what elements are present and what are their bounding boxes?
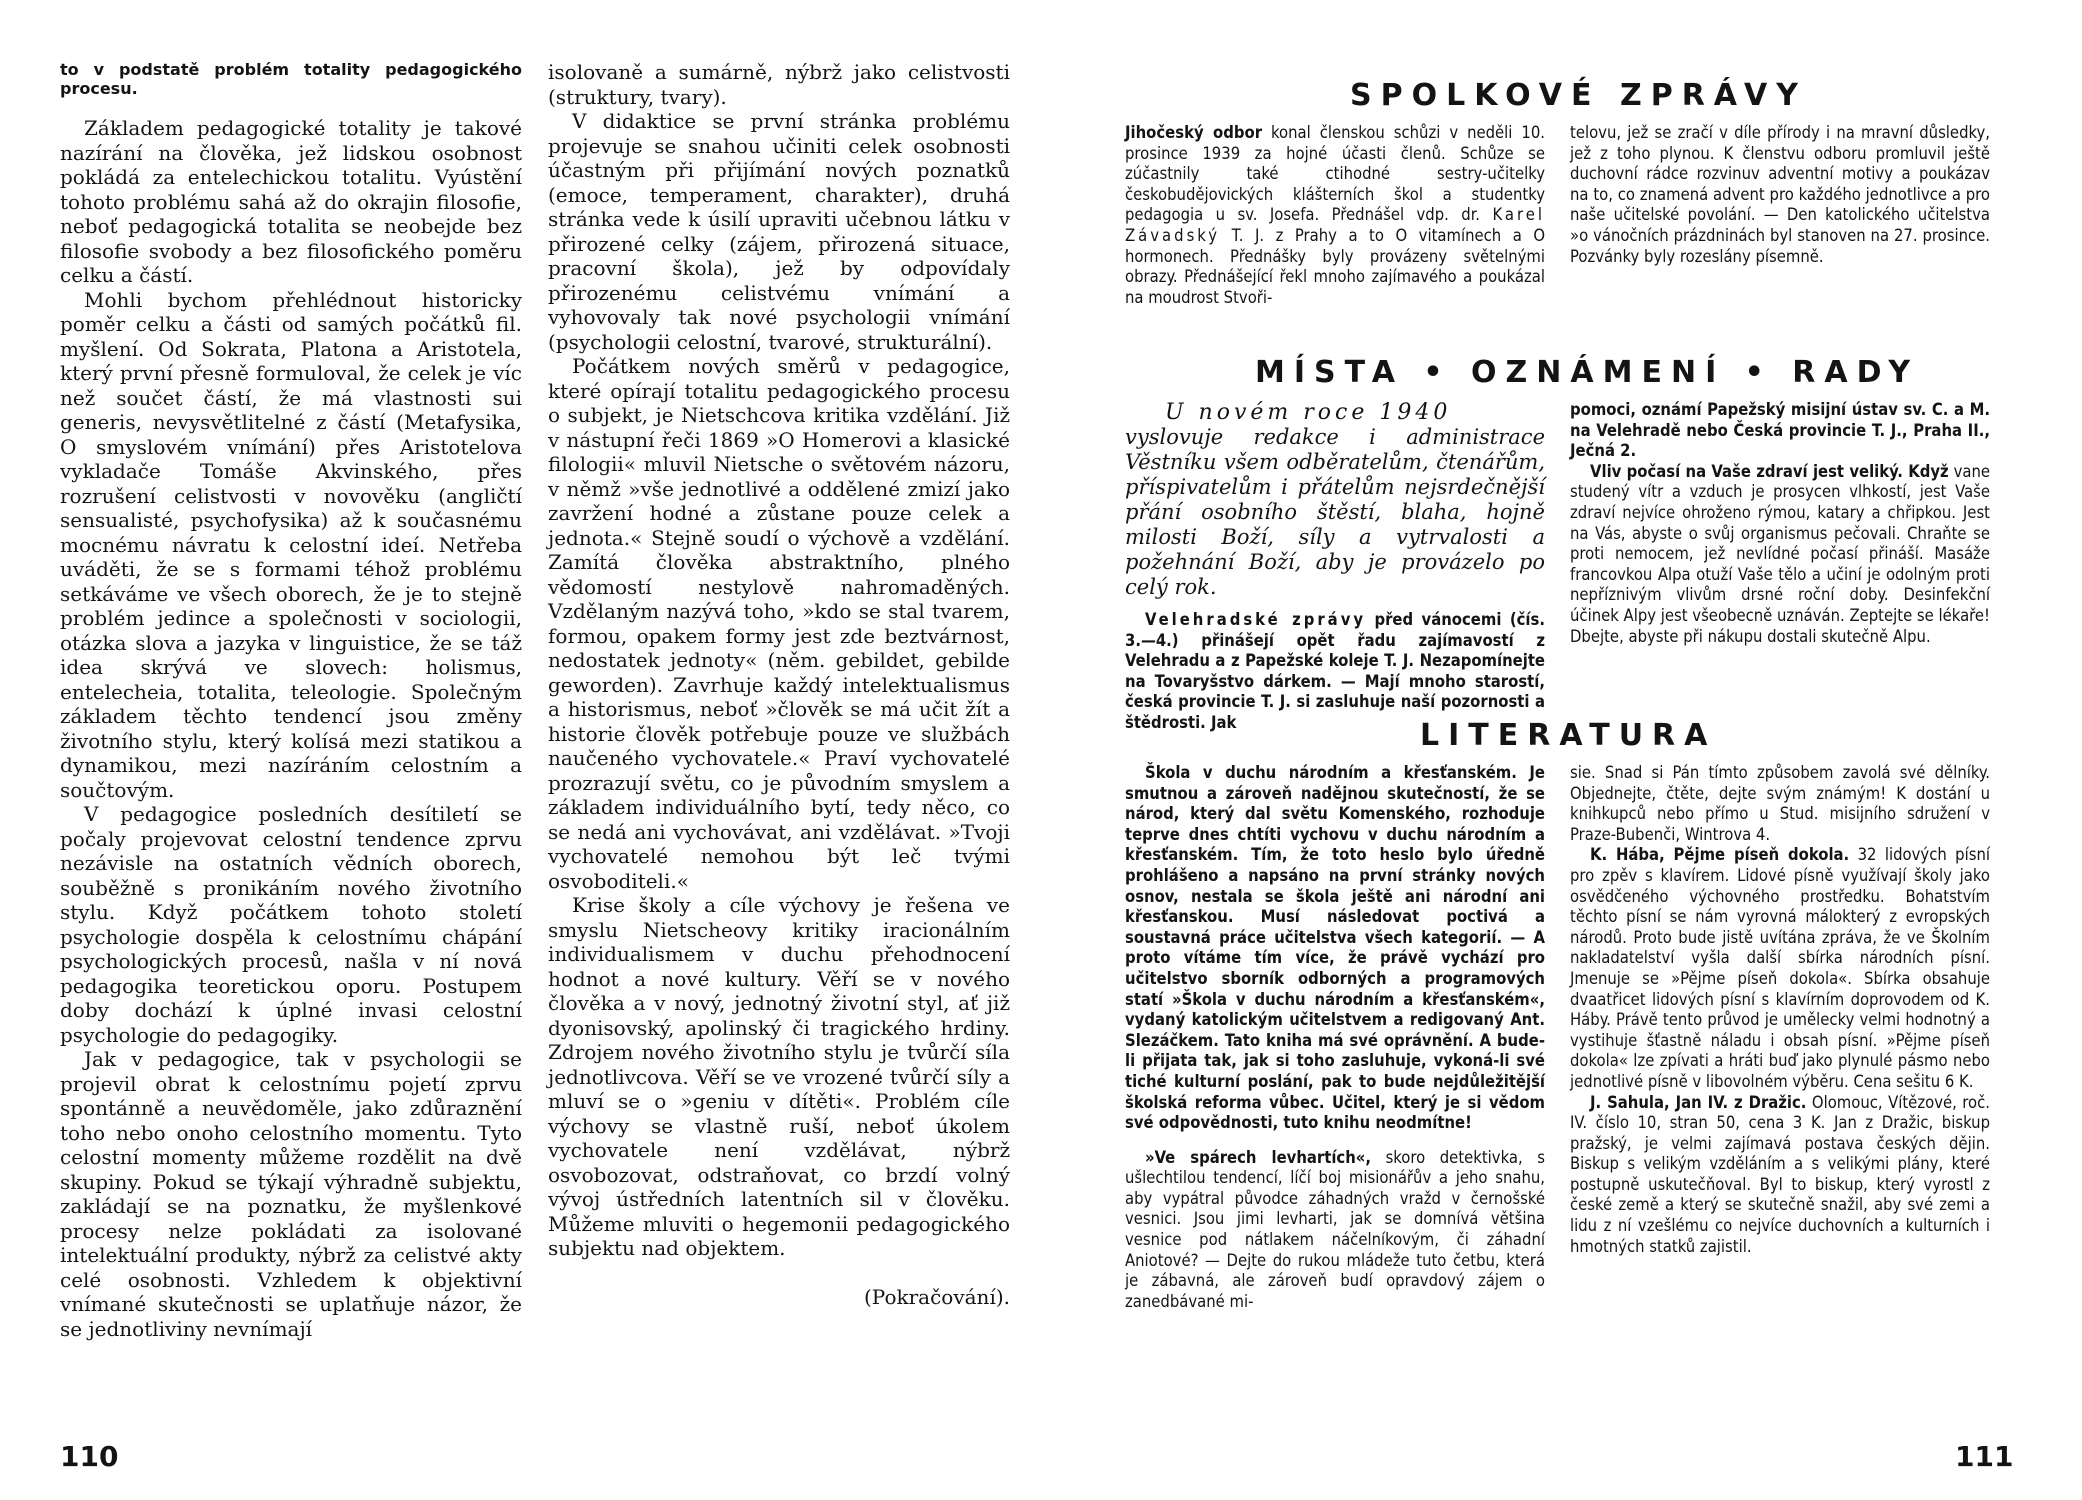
paragraph: Mohli bychom přehlédnout historicky poměr celku a části od samých počátků fil. myšlení. Od Sokrata, Platona a Aristotela, který první přesně formuloval, že celek je víc než součet částí, že má vlastnosti sui generis, nevysvětlitelné z částí (Metafysika, O smyslovém vnímání) přes Aristotelova vykladače Tomáše Akvinského, přes rozrušení celistvosti v novověku (angličtí sensualisté, psychofysika) až k současnému mocnému návratu k celostní ideí. Netřeba uváděti, že se s formami téhož problému setkáváme ve všech oborech, že je to stejně problém jedince a společnosti v sociologii, otázka slova a jazyka v linguistice, že se táž idea skrývá ve slovech: holismus, entelecheia, totalita, teleologie. Společným základem těchto tendencí jsou změny životního stylu, který kolísá mezi statikou a dynamikou, mezi nazíráním celostním a součtovým.: [60, 287, 522, 802]
paragraph: Krise školy a cíle výchovy je řešena ve smyslu Nietscheovy kritiky iracionálním individualismem v duchu přehodnocení hodnot a nové kultury. Věří se v nového člověka a v nový, jednotný životní styl, ať již dyonisovský, apolinský či tragického hrdiny. Zdrojem nového životního stylu je tvůrčí síla jednotlivcova. Věří se ve vrozené tvůrčí síly a mluví se o »geniu v dítěti«. Problém cíle výchovy se vlastně ruší, neboť úkolem vychovatele není vzdělávat, nýbrž osvobozovat, odstraňovat, co brzdí volný vývoj ústředních latentních sil v člověku. Můžeme mluviti o hegemonii pedagogického subjektu nad objektem.: [548, 893, 1010, 1260]
lead-bold: Vliv počasí na Vaše zdraví jest veliký. Když: [1590, 461, 1949, 481]
spolkove-left: [1125, 123, 1545, 308]
text: Olomouc, Vítězové, roč. IV. číslo 10, stran 50, cena 3 K. Jan z Dražic, biskup pražský, je velmi zajímavá postava českých dějin. Biskup s velikým vzděláním a s velikými plány, které postupně uskutečňoval. Byl to biskup, který vyrostl z české země a který se skutečně snažil, aby své zemi a lidu z ní vzešlému co nejvíce duchovních a kulturních i hmotných statků zajistil.: [1570, 1092, 1990, 1256]
greeting-text: vyslovuje redakce i administrace Věstníku všem odběratelům, čtenářům, příspivatelům i přátelům nejsrdečnější přání osobního štěstí, blaha, hojně milosti Boží, síly a vytrvalosti a požehnání Boží, aby je provázelo po celý rok.: [1125, 425, 1545, 599]
left-column-1: [60, 60, 522, 1341]
paragraph: V didaktice se první stránka problému projevuje se snahou učiniti celek osobnosti účastným při přijímání nových poznatků (emoce, temperament, charakter), druhá stránka vede k úsilí upraviti učebnou látku v přirozené celky (zájem, přirozená situace, pracovní škola), jež by odpovídaly přirozenému celistvému vnímání a vyhovovaly tak nové psychologii vnímání (psychologii celostní, tvarové, strukturální).: [548, 109, 1010, 354]
paragraph: V pedagogice posledních desítiletí se počaly projevovat celostní tendence zprvu nezávisle na ostatních vědních oborech, souběžně s pronikáním nového životního stylu. Když počátkem tohoto století psychologie dospěla k celostnímu chápání psychologických procesů, našla v ní nová pedagogika teoretickou oporu. Postupem doby dochází k úplné invasi celostní psychologie do pedagogiky.: [60, 802, 522, 1047]
continuation-note: (Pokračování).: [864, 1284, 1010, 1309]
text: 32 lidových písní pro zpěv s klavírem. Lidové písně využívají školy jako osvědčeného výchovného prostředku. Bohatstvím těchto písní se nám vyrovná málokterý z evropských národů. Proto bude jistě uvítána zpráva, že ve Školním nakladatelství vyšla další sbírka národních písní. Jmenuje se »Pějme píseň dokola«. Sbírka obsahuje dvaatřicet lidových písní s klavírním doprovodem od K. Háby. Právě tento průvod je umělecky velmi hodnotný a vystihuje šťastně náladu i obsah písní. »Pějme píseň dokola« lze zpívati a hráti buď jako plynulé pásmo nebo jednotlivé písně v libovolném výběru. Cena sešitu 6 K.: [1570, 845, 1990, 1091]
paragraph: Základem pedagogické totality je takové nazírání na člověka, jež lidskou osobnost pokládá za entelechickou totalitu. Vyústění tohoto problému sahá až do okrajin filosofie, neboť pedagogická totalita se neobejde bez filosofie svobody a bez filosofického poměru celku a částí.: [60, 116, 522, 287]
text: sie. Snad si Pán tímto způsobem zavolá své dělníky. Objednejte, čtěte, dejte svým známým! K dostání u knihkupců nebo přímo u Stud. misijního sdružení v Praze-Bubenči, Wintrova 4.: [1570, 763, 1990, 844]
page-number-left: 110: [60, 1440, 119, 1473]
name-spaced: Karel Závadský: [1125, 205, 1546, 245]
lead-bold: Jihočeský odbor: [1125, 123, 1263, 142]
text: před vánocemi (čís. 3.—4.) přinášejí opět řadu zajímavostí z Velehradu a z Papežské koleje T. J. Nezapomínejte na Tovaryšstvo dárkem. — Mají mnoho starostí, česká provincie T. J. si zasluhuje naší pozornosti a štědrosti. Jak: [1125, 610, 1545, 732]
text-bold: Škola v duchu národním a křesťanském. Je smutnou a zároveň nadějnou skutečností, že se národ, který dal světu Komenského, rozhoduje teprve dnes chtíti vychovu v duchu národním a křesťanském. Tím, že toto heslo bylo úředně prohlášeno a napsáno na první stránky nových osnov, nestala se škola ještě ani národní ani křesťanskou. Musí následovat poctivá a soustavná práce učitelstva všech kategorií. — A proto vítáme tím více, že právě vychází pro učitelstvo sborník odborných a programových statí »Škola v duchu národním a křesťanském«, vydaný katolickým učitelstvem a redigovaný Ant. Slezáčkem. Tato kniha má své oprávnění. A bude-li přijata tak, jak si toho zasluhuje, vykoná-li své tiché kulturní poslání, pak to bude nejdůležitější školská reforma vůbec. Učitel, který je si vědom své odpovědnosti, tuto knihu neodmítne!: [1125, 763, 1545, 1133]
lead-bold: K. Hába, Pějme píseň dokola.: [1590, 845, 1850, 865]
text: skoro detektivka, s ušlechtilou tendencí, líčí boj misionářův a jeho snahu, aby vypátral původce záhadných vražd v černošské vesnici. Jsou jimi levharti, jak se domnívá většina vesnice pod nátlakem náčelníkovým, či záhadní Aniotové? — Dejte do rukou mládeže tuto četbu, která je zábavná, ale zároveň budí opravdový zájem o zanedbávané mi-: [1125, 1147, 1545, 1311]
paragraph: Jak v pedagogice, tak v psychologii se projevil obrat k celostnímu pojetí zprvu spontánně a neuvědoměle, jako zdůraznění toho nebo onoho celostního momentu. Tyto celostní momenty můžeme rozdělit na dvě skupiny. Pokud se týkají výhradně subjektu, zakládají se na poznatku, že myšlenkové procesy nelze pokládati za isolované intelektuální produkty, nýbrž za celistvé akty celé osobnosti. Vzhledem k objektivní vnímané skutečnosti se uplatňuje názor, že se jednotliviny nevnímají: [60, 1047, 522, 1341]
heading-spolkove-zpravy: SPOLKOVÉ ZPRÁVY: [1350, 78, 1807, 113]
heading-mista-oznameni-rady: MÍSTA • OZNÁMENÍ • RADY: [1255, 355, 1920, 390]
heading-literatura: LITERATURA: [1420, 718, 1717, 753]
greeting-lead: U novém roce 1940: [1165, 400, 1452, 425]
text: vane studený vítr a vzduch je prosycen vlhkostí, jest Vaše zdraví nejvíce ohroženo rýmou, katary a chřipkou. Jest na Vás, abyste o svůj organismus pečovali. Chraňte se proti nemocem, jež nevlídné počasí přináší. Masáže francovkou Alpa otuží Vaše tělo a učiní je odolným proti nepříznivým vlivům drsné roční doby. Desinfekční účinek Alpy jest všeobecně uznáván. Zeptejte se lékaře! Dbejte, abyste při nákupu dostali skutečně Alpu.: [1570, 461, 1990, 646]
spolkove-right: [1570, 123, 1990, 267]
lead-bold: »Ve spárech levhartích«,: [1145, 1147, 1372, 1167]
mista-left: [1125, 400, 1545, 734]
mista-right: [1570, 400, 1990, 647]
lead-bold: J. Sahula, Jan IV. z Dražic.: [1590, 1092, 1807, 1112]
paragraph: Počátkem nových směrů v pedagogice, které opírají totalitu pedagogického procesu o subjekt, je Nietschcova kritika vzdělání. Již v nástupní řeči 1869 »O Homerovi a klasické filologii« mluvil Nietsche o světovém názoru, v němž »vše jednotlivé a oddělené zmizí jako zavržení hodné a zůstane pouze celek a jednota.« Stejně soudí o výchově a vzdělání. Zamítá člověka abstraktního, plného vědomostí nestylově nahromaděných. Vzdělaným nazývá toho, »kdo se stal tvarem, formou, opakem formy jest zde beztvárnost, nedostatek jednoty« (něm. gebildet, gebilde geworden). Zavrhuje každý intelektualismus a historismus, neboť »člověk se má učit žít a historie člověk potřebuje pouze ve službách naučeného vychovatele.« Praví vychovatelé prozrazují světu, co je původním smyslem a základem individuálního bytí, tedy něco, co se nedá ani vychovávat, ani vzdělávat. »Tvoji vychovatelé nemohou být leč tvými osvoboditeli.«: [548, 354, 1010, 893]
lead-bold: Velehradské zprávy: [1145, 610, 1367, 629]
text-bold: pomoci, oznámí Papežský misijní ústav sv. C. a M. na Velehradě nebo Česká provincie T. J., Praha II., Ječná 2.: [1570, 400, 1990, 461]
literatura-right: [1570, 763, 1990, 1257]
intro-paragraph: to v podstatě problém totality pedagogického procesu.: [60, 60, 522, 98]
literatura-left: [1125, 763, 1545, 1312]
left-column-2: [548, 60, 1010, 1309]
page-number-right: 111: [1955, 1440, 2014, 1473]
paragraph: isolovaně a sumárně, nýbrž jako celistvosti (struktury, tvary).: [548, 60, 1010, 109]
text: T. J. z Prahy a to O vitamínech a O hormonech. Přednášky byly provázeny světelnými obrazy. Přednášející řekl mnoho zajímavého a poukázal na moudrost Stvoři-: [1125, 225, 1546, 307]
text: telovu, jež se zračí v díle přírody i na mravní důsledky, jež z toho plynou. K členstvu odboru promluvil ještě duchovní rádce rozvinuv adventní motivy a poukázav na to, co znamená advent pro každého jednotlivce a pro naše učitelské povolání. — Den katolického učitelstva »o vánočních prázdninách byl stanoven na 27. prosince. Pozvánky byly rozeslány písemně.: [1570, 123, 1990, 266]
text: konal členskou schůzi v neděli 10. prosince 1939 za hojné účasti členů. Schůze se zúčastnily také ctihodné sestry-učitelky českobudějovických klášterních škol a studentky pedagogia u sv. Josefa. Přednášel vdp. dr.: [1125, 123, 1546, 225]
